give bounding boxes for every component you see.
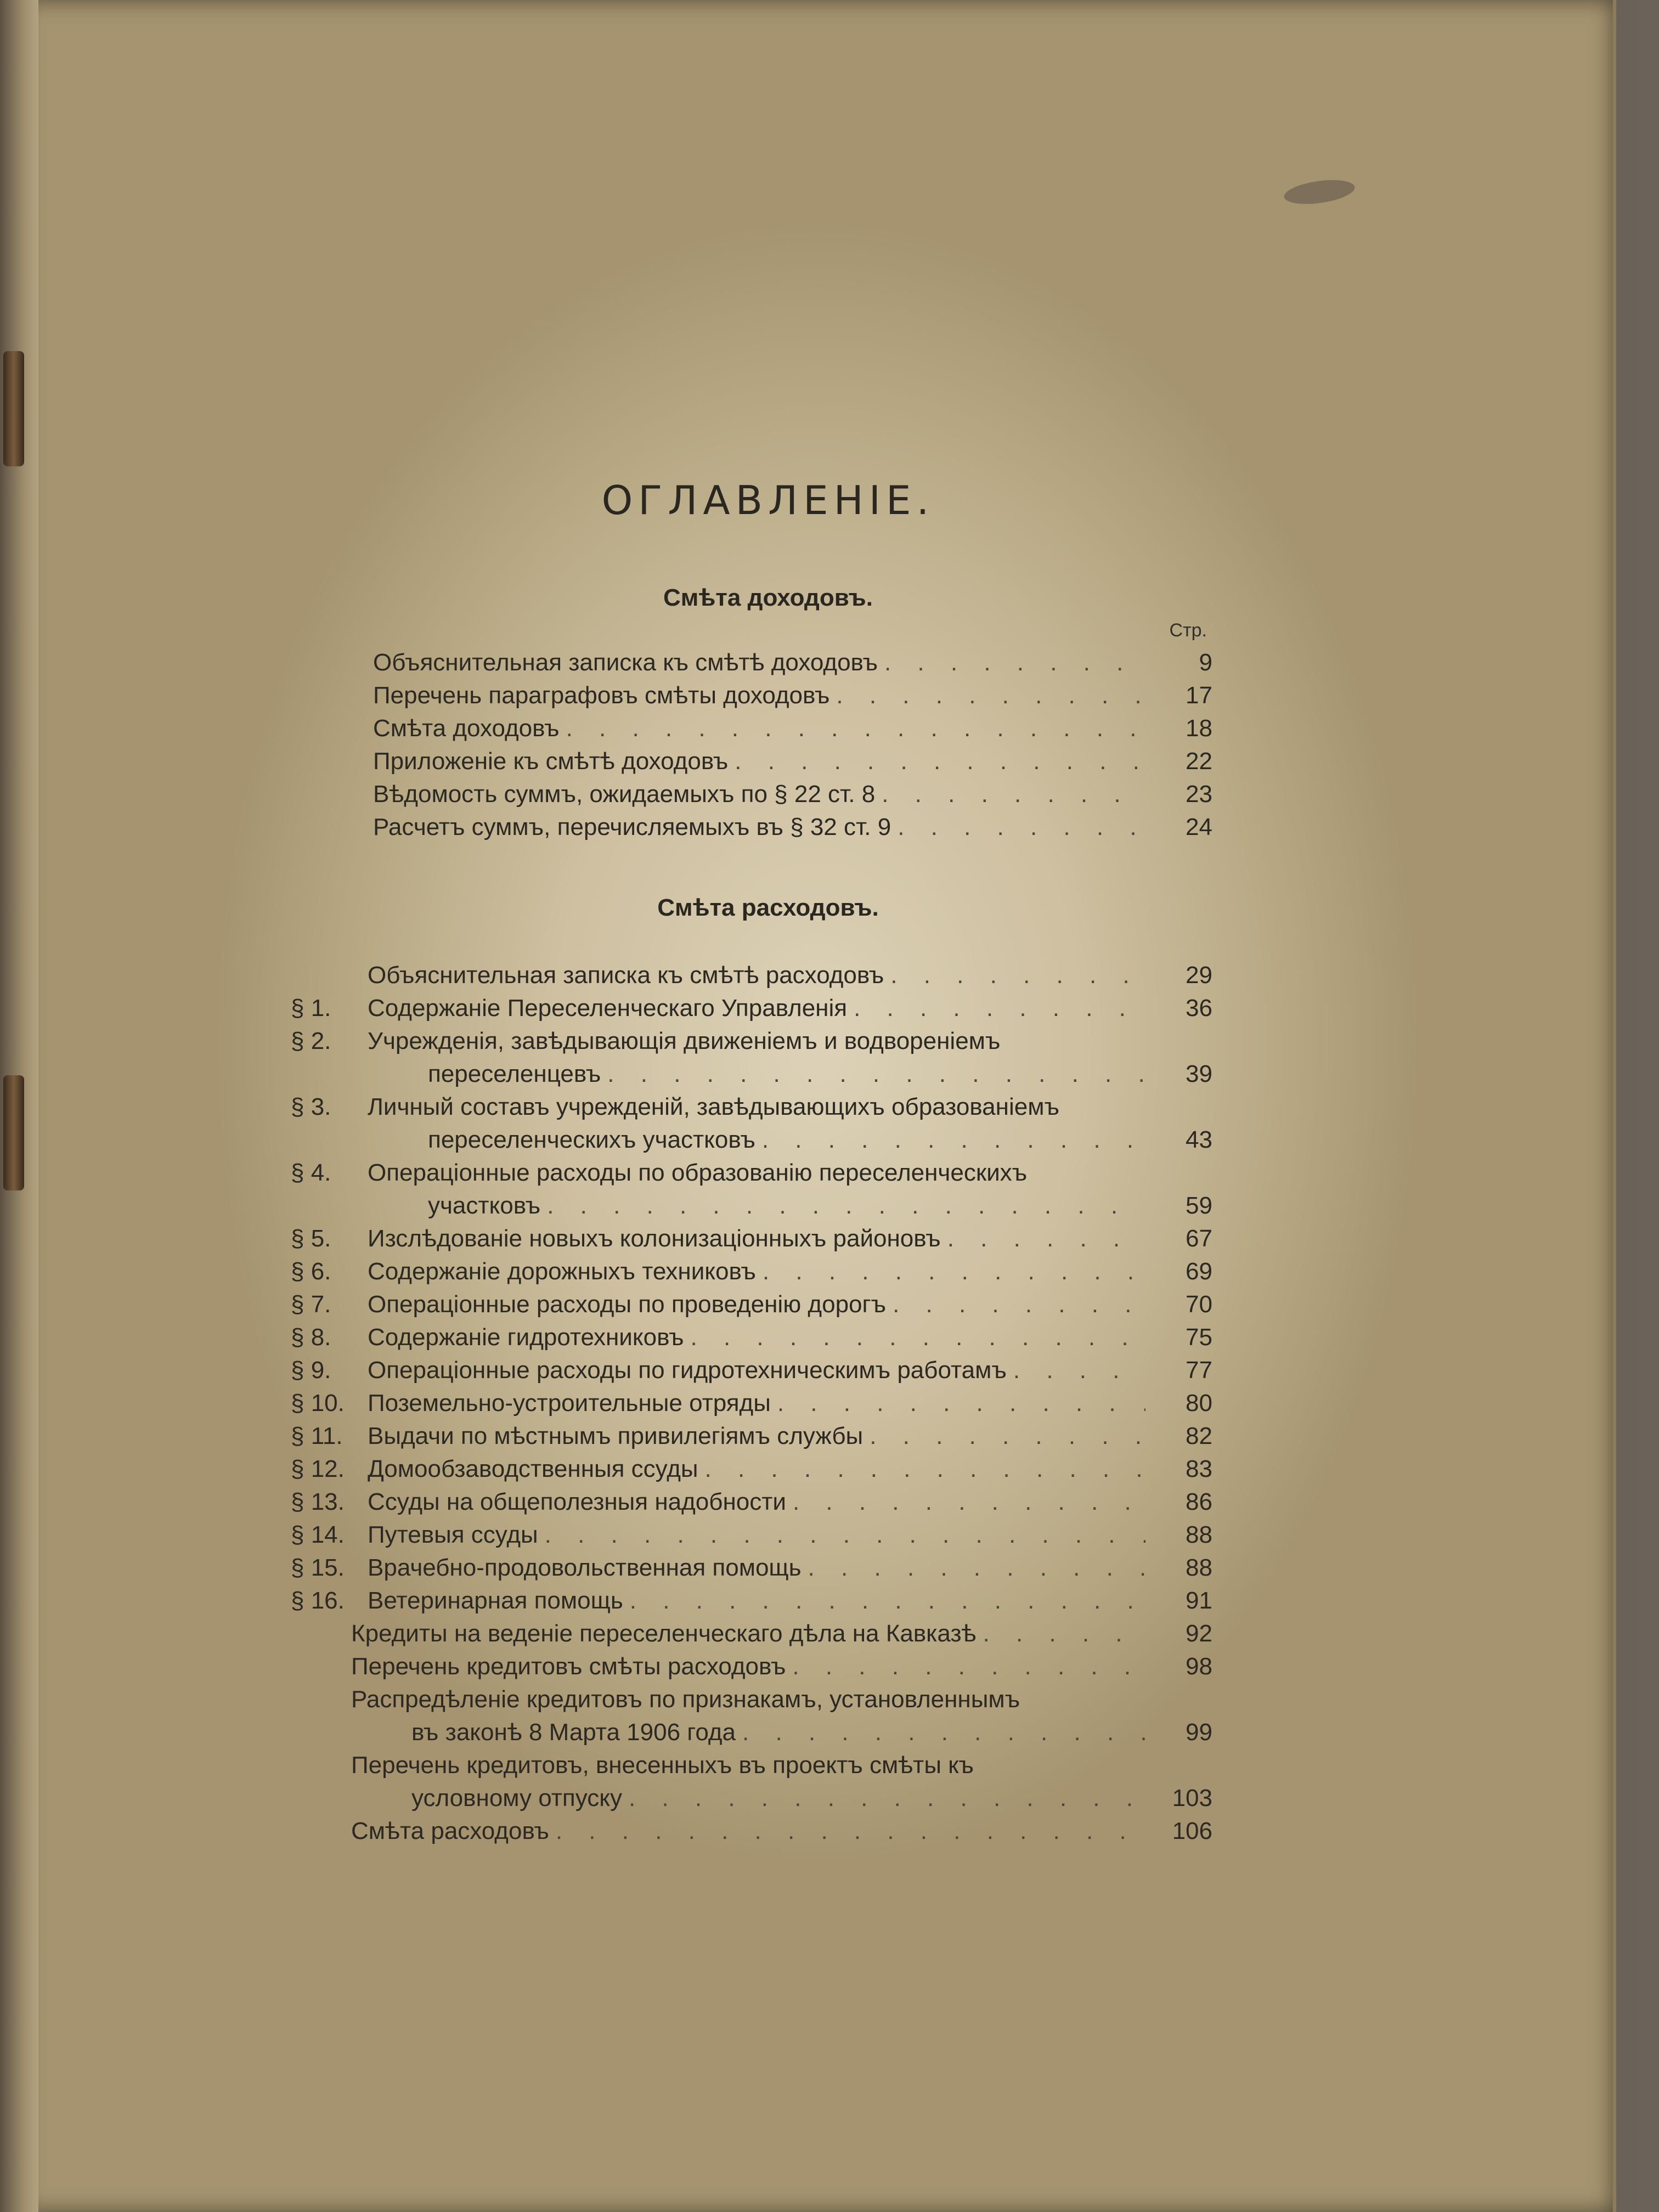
dot-leader [629,1782,1146,1815]
page-number: 29 [1186,962,1212,989]
entry-title: Смѣта доходовъ [373,715,560,742]
section-number: § 11. [291,1423,343,1449]
page-number: 88 [1186,1521,1212,1548]
toc-entry-line [291,1025,1001,1058]
entry-title: Личный составъ учрежденiй, завѣдывающихъ образованiемъ [368,1093,1059,1120]
toc-entry [291,1519,1212,1551]
dot-leader [705,1453,1146,1486]
page-number: 77 [1186,1357,1212,1384]
entry-title: Объяснительная записка къ смѣтѣ расходовъ [368,962,884,989]
entry-title: Операцiонные расходы по проведенiю дорогъ [368,1291,887,1318]
dot-leader [890,959,1146,992]
section-number: § 6. [291,1258,331,1285]
entry-title: Вѣдомость суммъ, ожидаемыхъ по § 22 ст. 8 [373,781,876,808]
toc-entry [411,1782,1212,1815]
dot-leader [545,1519,1146,1551]
toc-entry [291,1453,1212,1486]
toc-entry [373,646,1212,679]
toc-entry [428,1058,1212,1091]
page-number: 67 [1186,1225,1212,1252]
page-number: 17 [1186,682,1212,709]
page-number: 82 [1186,1423,1212,1449]
section-number: § 14. [291,1521,345,1548]
entry-title: условному отпуску [411,1785,622,1812]
dot-leader [607,1058,1146,1091]
dot-leader [793,1486,1146,1519]
dot-leader [566,712,1146,745]
toc-entry [291,1584,1212,1617]
entry-title: Учрежденiя, завѣдывающiя движенiемъ и водворенiемъ [368,1028,1001,1054]
entry-title: Операцiонные расходы по образованiю переселенческихъ [368,1159,1028,1186]
section-number: § 1. [291,995,331,1022]
page-title: ОГЛАВЛЕНIЕ. [601,477,935,523]
dot-leader [763,1255,1146,1288]
dot-leader [854,992,1146,1025]
entry-title: въ законѣ 8 Марта 1906 года [411,1719,736,1746]
toc-entry [291,1486,1212,1519]
section-number: § 8. [291,1324,331,1351]
page-number: 83 [1186,1455,1212,1482]
toc-entry [368,959,1212,992]
toc-entry [351,1650,1212,1683]
page-number: 91 [1186,1587,1212,1614]
page-number: 88 [1186,1554,1212,1581]
entry-title: Содержанiе Переселенческаго Управленiя [368,995,848,1022]
dot-leader [983,1617,1146,1650]
entry-title: Врачебно-продовольственная помощь [368,1554,802,1581]
dot-leader [836,679,1146,712]
dot-leader [630,1584,1146,1617]
dot-leader [870,1420,1146,1453]
section-number: § 12. [291,1455,345,1482]
dot-leader [947,1222,1146,1255]
toc-entry [373,679,1212,712]
entry-title: Поземельно-устроительные отряды [368,1390,771,1417]
page-number: 43 [1186,1126,1212,1153]
section-number: § 16. [291,1587,345,1614]
section-number: § 5. [291,1225,331,1252]
section-number: § 15. [291,1554,345,1581]
toc-entry [291,992,1212,1025]
toc-entry [373,778,1212,811]
entry-title: участковъ [428,1192,541,1219]
page-number: 98 [1186,1653,1212,1680]
toc-entry [291,1420,1212,1453]
page-number: 103 [1172,1785,1212,1812]
dot-leader [742,1716,1146,1749]
toc-entry [291,1387,1212,1420]
entry-title: Изслѣдованiе новыхъ колонизацiонныхъ районовъ [368,1225,941,1252]
toc-entry [291,1321,1212,1354]
entry-title: Распредѣленiе кредитовъ по признакамъ, установленнымъ [351,1686,1020,1713]
entry-title: Перечень кредитовъ, внесенныхъ въ проектъ смѣты къ [351,1752,974,1779]
page-number: 9 [1199,649,1212,676]
dot-leader [792,1650,1146,1683]
toc-entry-line [351,1749,974,1782]
dot-leader [1013,1354,1146,1387]
entry-title: Операцiонные расходы по гидротехническимъ работамъ [368,1357,1007,1384]
toc-entry [291,1354,1212,1387]
toc-entry [291,1222,1212,1255]
entry-title: Перечень параграфовъ смѣты доходовъ [373,682,830,709]
page-number: 18 [1186,715,1212,742]
page-number: 59 [1186,1192,1212,1219]
dot-leader [735,745,1146,778]
toc-entry [373,712,1212,745]
toc-entry [291,1255,1212,1288]
page-number: 24 [1186,814,1212,840]
dot-leader [547,1189,1146,1222]
page-number: 99 [1186,1719,1212,1746]
entry-title: Смѣта расходовъ [351,1818,549,1844]
page-number: 70 [1186,1291,1212,1318]
section-number: § 10. [291,1390,345,1417]
toc-entry [373,745,1212,778]
page-number: 39 [1186,1060,1212,1087]
toc-entry [373,811,1212,844]
entry-title: Ссуды на общеполезныя надобности [368,1488,786,1515]
entry-title: Путевыя ссуды [368,1521,538,1548]
entry-title: Содержанiе гидротехниковъ [368,1324,684,1351]
dot-leader [691,1321,1146,1354]
dot-leader [556,1815,1146,1848]
page-number: 69 [1186,1258,1212,1285]
page-number: 75 [1186,1324,1212,1351]
page-number: 92 [1186,1620,1212,1647]
section-number: § 2. [291,1028,331,1054]
entry-title: Перечень кредитовъ смѣты расходовъ [351,1653,786,1680]
toc-entry [351,1815,1212,1848]
section-number: § 7. [291,1291,331,1318]
toc-entry-line [291,1091,1059,1124]
toc-entry [428,1124,1212,1156]
dot-leader [882,778,1146,811]
section-number: § 3. [291,1093,331,1120]
page-number: 86 [1186,1488,1212,1515]
entry-title: Домообзаводственныя ссуды [368,1455,698,1482]
toc-entry [291,1288,1212,1321]
dot-leader [893,1288,1146,1321]
entry-title: Содержанiе дорожныхъ техниковъ [368,1258,756,1285]
toc-entry [291,1551,1212,1584]
entry-title: Расчетъ суммъ, перечисляемыхъ въ § 32 ст. 9 [373,814,891,840]
section-heading-income: Смѣта доходовъ. [663,584,873,611]
page-number: 23 [1186,781,1212,808]
toc-entry [411,1716,1212,1749]
entry-title: Приложенiе къ смѣтѣ доходовъ [373,748,729,775]
entry-title: переселенцевъ [428,1060,601,1087]
entry-title: Кредиты на веденiе переселенческаго дѣла на Кавказѣ [351,1620,977,1647]
dot-leader [762,1124,1146,1156]
page-number: 36 [1186,995,1212,1022]
section-number: § 4. [291,1159,331,1186]
toc-entry [351,1617,1212,1650]
section-heading-expenses: Смѣта расходовъ. [657,894,879,921]
dot-leader [898,811,1146,844]
section-number: § 13. [291,1488,345,1515]
toc-entry-line [291,1156,1028,1189]
entry-title: Выдачи по мѣстнымъ привилегiямъ службы [368,1423,864,1449]
dot-leader [808,1551,1146,1584]
toc-entry-line [351,1683,1020,1716]
dot-leader [777,1387,1146,1420]
page-number: 106 [1172,1818,1212,1844]
entry-title: Объяснительная записка къ смѣтѣ доходовъ [373,649,878,676]
toc-entry [428,1189,1212,1222]
entry-title: переселенческихъ участковъ [428,1126,755,1153]
entry-title: Ветеринарная помощь [368,1587,623,1614]
page-number: 22 [1186,748,1212,775]
page-column-label: Стр. [1169,620,1207,641]
page-number: 80 [1186,1390,1212,1417]
dot-leader [884,646,1146,679]
section-number: § 9. [291,1357,331,1384]
